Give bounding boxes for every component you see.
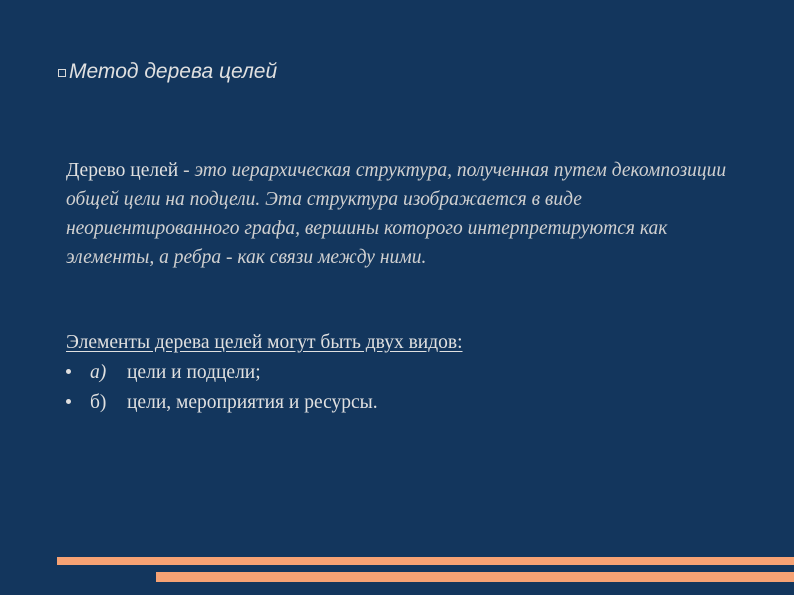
definition-paragraph	[66, 156, 756, 272]
bullet-dot-icon	[66, 399, 71, 404]
slide-title	[58, 60, 277, 84]
bullet-dot-icon	[66, 369, 71, 374]
decorative-bar-top	[57, 557, 794, 565]
item-marker: б)	[90, 392, 107, 413]
slide-title-text: Метод дерева целей	[69, 60, 278, 83]
definition-text: - это иерархическая структура, полученная путем декомпозиции общей цели на подцели. Эта структура изображается в виде неориентированного графа, вершины которого интерпретируются как элементы, а ребра - как связи между ними.	[66, 160, 727, 268]
square-bullet-icon	[58, 69, 66, 77]
definition-term: Дерево целей	[66, 160, 179, 181]
item-text: цели, мероприятия и ресурсы.	[127, 392, 378, 413]
elements-list	[66, 328, 756, 418]
item-marker: а)	[90, 362, 107, 383]
list-item	[66, 388, 756, 418]
list-item	[66, 358, 756, 388]
decorative-bar-bottom	[156, 572, 794, 582]
item-text: цели и подцели;	[127, 362, 261, 383]
elements-heading: Элементы дерева целей могут быть двух видов:	[66, 332, 463, 353]
